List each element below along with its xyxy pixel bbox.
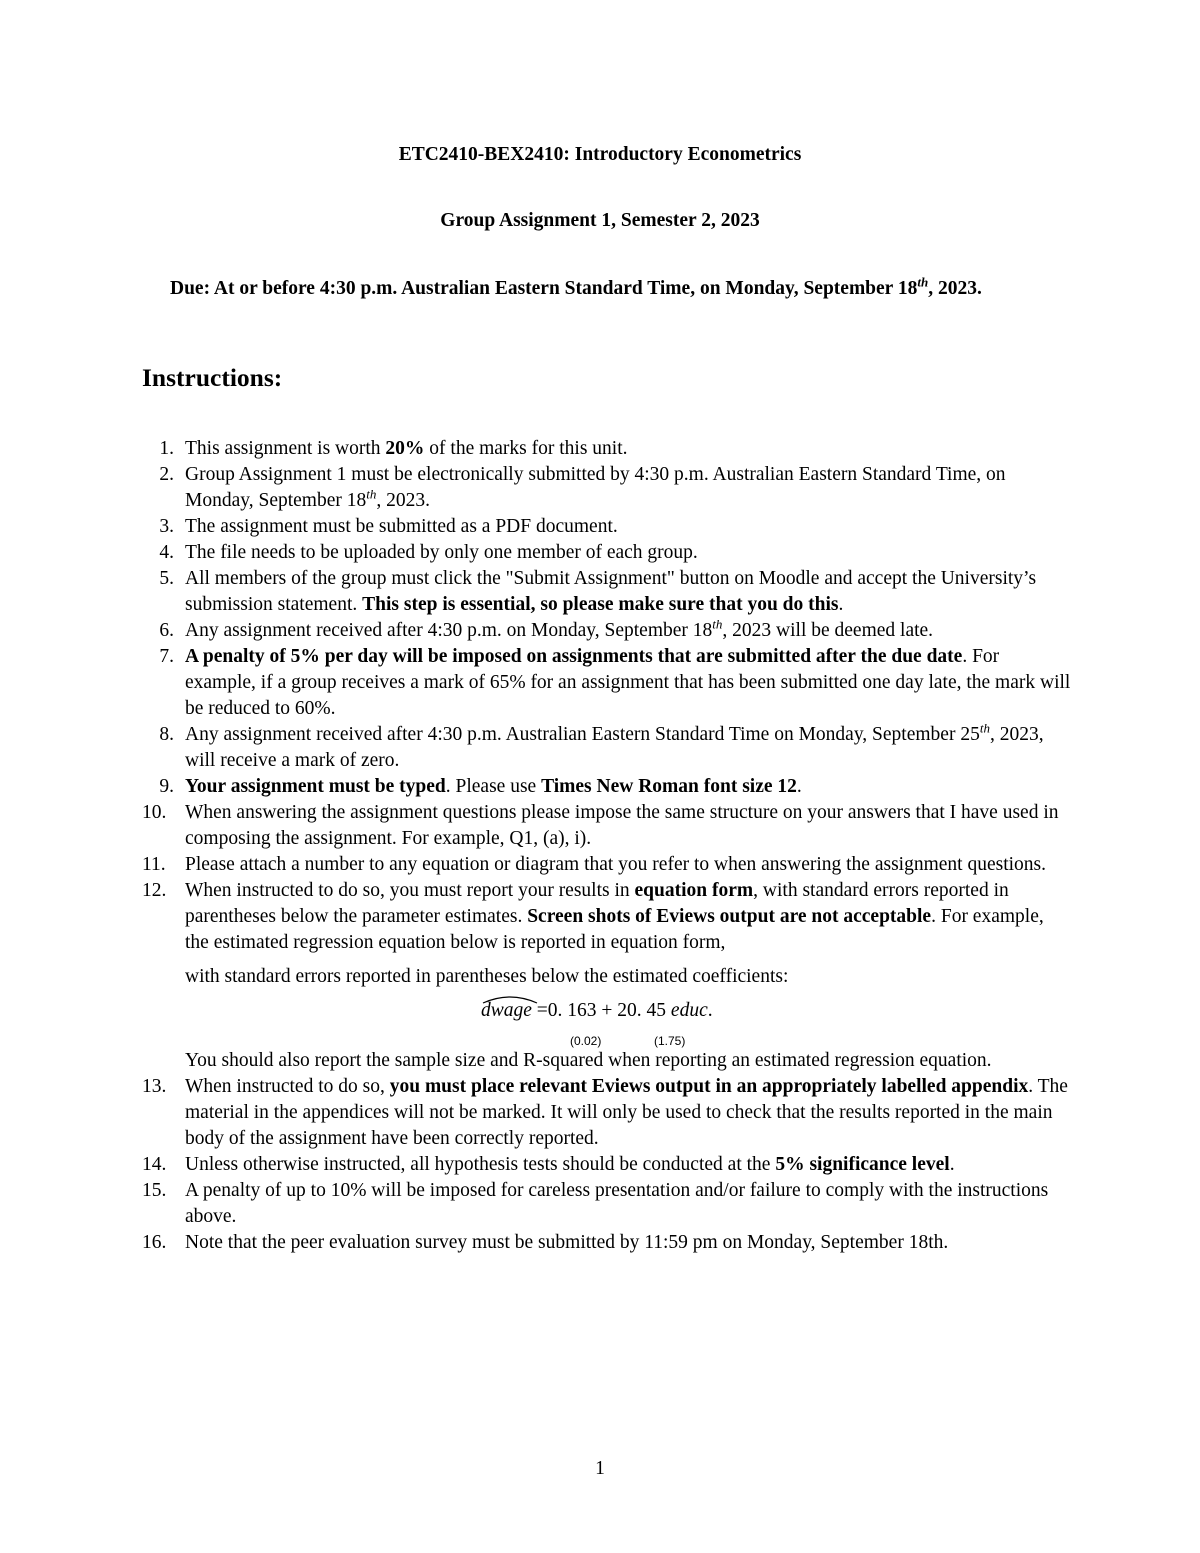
list-item [142,566,1072,618]
item-superscript: th [712,616,723,632]
item-text: The file needs to be uploaded by only one member of each group. [185,542,698,563]
instructions-heading: Instructions: [142,363,283,392]
item-text: Any assignment received after 4:30 p.m. Australian Eastern Standard Time on Monday, September 25 [185,724,980,745]
list-item [142,644,1072,722]
item-text: When instructed to do so, [185,1076,390,1097]
item-bold-text: 20% [385,438,425,459]
instructions-list [142,436,1072,1256]
standard-error-slope: (1.75) [654,1034,686,1048]
equation-coefficients: =0. 163 + 20. 45 [531,1000,671,1021]
item-text: . [796,776,802,797]
item-number: 4. [159,542,174,563]
item-text: . [949,1154,955,1175]
item-number: 2. [159,464,174,485]
due-text: : At or before 4:30 p.m. Australian Eastern Standard Time, on Monday, September 18 [203,278,918,299]
equation-variable: educ [670,1000,708,1021]
equation-lhs: dwage [481,1000,532,1021]
item-text: , 2023 will be deemed late. [722,620,934,641]
item-number: 9. [159,776,174,797]
list-item [142,514,1072,540]
item-text: . [838,594,844,615]
item-number: 12. [142,880,167,901]
list-item [142,774,1072,800]
equation-body [481,998,713,1024]
item-text: , with standard errors reported in parentheses below the parameter estimates. [185,880,1009,927]
item-text: of the marks for this unit. [424,438,628,459]
item-text: Please attach a number to any equation or diagram that you refer to when answering the assignment questions. [185,854,1046,875]
item-number: 1. [159,438,174,459]
list-item [142,436,1072,462]
item-superscript: th [979,720,990,736]
item-text: The assignment must be submitted as a PDF document. [185,516,618,537]
equation-end: . [707,1000,713,1021]
item-number: 3. [159,516,174,537]
item-number: 8. [159,724,174,745]
item-text: Group Assignment 1 must be electronically submitted by 4:30 p.m. Australian Eastern Standard Time, on Monday, September 18 [185,464,1006,511]
item-text: . For example, if a group receives a mark of 65% for an assignment that has been submitted one day late, the mark will be reduced to 60%. [185,646,1071,719]
list-item [142,462,1072,514]
item-text: Note that the peer evaluation survey must be submitted by 11:59 pm on Monday, September 18th. [185,1232,949,1253]
item-text: This assignment is worth [185,438,386,459]
item-bold-text: equation form [634,880,754,901]
list-item [142,1152,1072,1178]
item-text: . Please use [445,776,542,797]
item-superscript: th [366,486,377,502]
item-bold-text: A penalty of 5% per day will be imposed on assignments that are submitted after the due date [185,646,963,667]
page-number: 1 [595,1458,605,1479]
item-text: Any assignment received after 4:30 p.m. on Monday, September 18 [185,620,713,641]
list-item [142,800,1072,852]
due-superscript: th [917,274,929,290]
document-title: ETC2410-BEX2410: Introductory Econometrics [398,144,802,165]
item-text: All members of the group must click the "Submit Assignment" button on Moodle and accept the University’s submission statement. [185,568,1037,615]
item-bold-text: 5% significance level [775,1154,950,1175]
item-text: When answering the assignment questions please impose the same structure on your answers that I have used in composing the assignment. For example, Q1, (a), i). [185,802,1059,849]
item-number: 5. [159,568,174,589]
list-item [142,1178,1072,1230]
list-item [142,722,1072,774]
list-item [142,1230,1072,1256]
item-text: , 2023, will receive a mark of zero. [185,724,1044,771]
item-text: A penalty of up to 10% will be imposed for careless presentation and/or failure to comply with the instructions above. [185,1180,1049,1227]
list-item [142,852,1072,878]
item-number: 7. [159,646,174,667]
item-number: 13. [142,1076,167,1097]
item-text: Unless otherwise instructed, all hypothesis tests should be conducted at the [185,1154,776,1175]
item-bold-text: Your assignment must be typed [185,776,446,797]
due-label: Due [170,278,204,299]
item-number: 10. [142,802,167,823]
item-number: 14. [142,1154,167,1175]
item-bold-text: you must place relevant Eviews output in an appropriately labelled appendix [389,1076,1029,1097]
item-number: 11. [142,854,166,875]
item-text: . For example, the estimated regression equation below is reported in equation form, [185,906,1044,953]
standard-error-intercept: (0.02) [570,1034,602,1048]
due-date-statement [142,276,1042,302]
list-item [142,878,1072,1074]
list-item [142,540,1072,566]
item-bold-text: Screen shots of Eviews output are not acceptable [527,906,932,927]
list-item [142,618,1072,644]
due-text-end: , 2023. [928,278,982,299]
item-text-continued: with standard errors reported in parentheses below the estimated coefficients: [185,966,789,987]
item-number: 16. [142,1232,167,1253]
item-bold-text: Times New Roman font size 12 [541,776,797,797]
item-number: 15. [142,1180,167,1201]
item-text: , 2023. [376,490,430,511]
item-number: 6. [159,620,174,641]
item-text-continued: You should also report the sample size and R-squared when reporting an estimated regression equation. [185,1050,992,1071]
list-item [142,1074,1072,1152]
regression-equation [185,994,1072,1046]
item-text: When instructed to do so, you must report your results in [185,880,635,901]
item-bold-text: This step is essential, so please make sure that you do this [362,594,839,615]
document-subtitle: Group Assignment 1, Semester 2, 2023 [440,210,760,231]
item-text: . The material in the appendices will not be marked. It will only be used to check that the results reported in the main body of the assignment have been correctly reported. [185,1076,1068,1149]
